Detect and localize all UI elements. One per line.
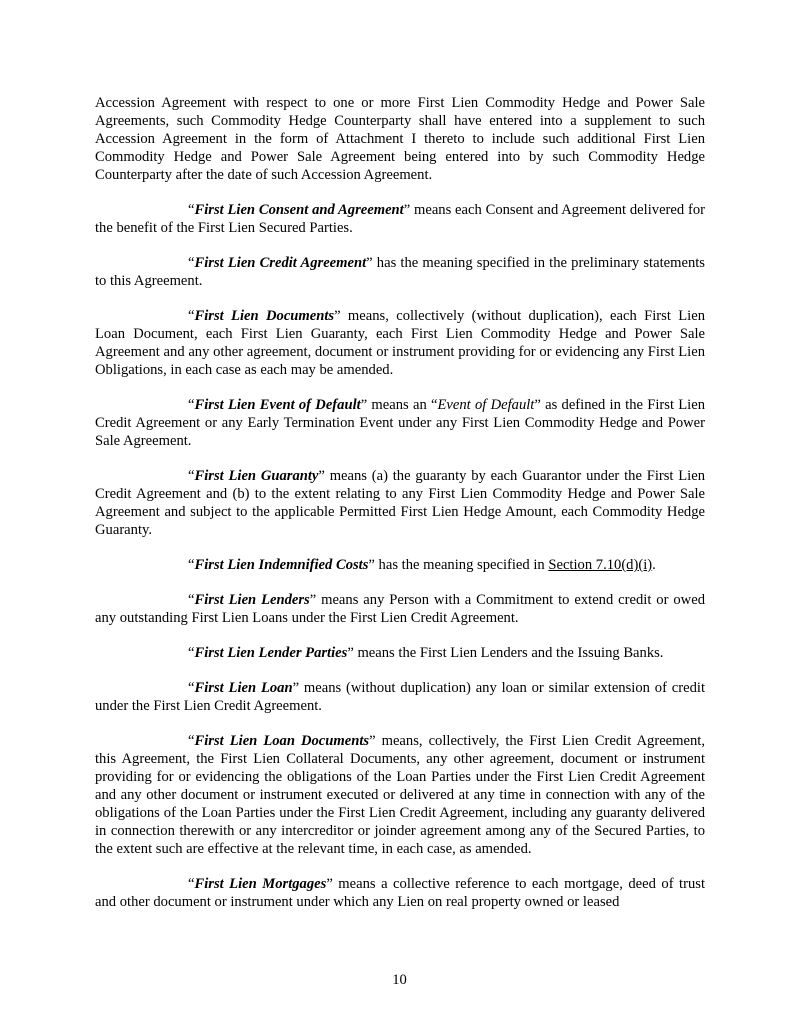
definition-first-lien-consent-and-agreement [95,201,705,237]
defined-term: First Lien Loan Documents [194,733,370,749]
open-quote: “ [188,255,195,271]
open-quote: “ [188,645,195,661]
document-body [95,94,705,928]
open-quote: “ [188,557,195,573]
definition-text: ” means the First Lien Lenders and the Issuing Banks. [347,645,664,661]
definition-text: ” has the meaning specified in the preliminary statements to this Agreement. [95,255,705,289]
defined-term: First Lien Mortgages [194,876,327,892]
open-quote: “ [188,308,195,324]
referenced-term: Event of Default [437,397,535,413]
definition-text: ” means (a) the guaranty by each Guarantor under the First Lien Credit Agreement and (b) to the extent relating to any First Lien Commodity Hedge and Power Sale Agreement and subject to the applicable Permitted First Lien Hedge Amount, each Commodity Hedge Guaranty. [95,468,706,538]
definition-text: ” means any Person with a Commitment to extend credit or owed any outstanding First Lien Loans under the First Lien Credit Agreement. [95,592,705,626]
open-quote: “ [188,733,195,749]
definition-text: ” means, collectively (without duplication), each First Lien Loan Document, each First Lien Guaranty, each First Lien Commodity Hedge and Power Sale Agreement and any other agreement, document or instrument providing for or evidencing any First Lien Obligations, in each case as each may be amended. [95,308,705,378]
definition-text: . [652,557,656,573]
defined-term: First Lien Credit Agreement [194,255,367,271]
definition-text: ” means each Consent and Agreement delivered for the benefit of the First Lien Secured Parties. [95,202,705,236]
open-quote: “ [188,592,195,608]
definition-first-lien-indemnified-costs [95,556,705,574]
definition-first-lien-mortgages [95,875,705,911]
definition-first-lien-loan-documents [95,732,705,858]
defined-term: First Lien Loan [194,680,293,696]
open-quote: “ [188,468,195,484]
open-quote: “ [188,680,195,696]
defined-term: First Lien Lenders [194,592,310,608]
open-quote: “ [188,397,195,413]
paragraph-accession-continuation [95,94,705,184]
defined-term: First Lien Event of Default [194,397,361,413]
definition-first-lien-event-of-default [95,396,705,450]
defined-term: First Lien Lender Parties [194,645,348,661]
definition-text: ” means, collectively, the First Lien Credit Agreement, this Agreement, the First Lien Collateral Documents, any other agreement, document or instrument providing for or evidencing the obligations of the Loan Parties under the First Lien Credit Agreement and any other document or instrument executed or delivered at any time in connection with any of the obligations of the Loan Parties under the First Lien Credit Agreement, including any guaranty delivered in connection therewith or any intercreditor or joinder agreement among any of the Secured Parties, to the extent such are effective at the relevant time, in each case, as amended. [95,733,705,857]
paragraph-text: Accession Agreement with respect to one or more First Lien Commodity Hedge and Power Sale Agreements, such Commodity Hedge Counterparty shall have entered into a supplement to such Accession Agreement in the form of Attachment I thereto to include such additional First Lien Commodity Hedge and Power Sale Agreement being entered into by such Commodity Hedge Counterparty after the date of such Accession Agreement. [95,95,705,183]
page-number: 10 [392,972,407,988]
definition-first-lien-credit-agreement [95,254,705,290]
open-quote: “ [188,876,195,892]
definition-text: ” means an “ [360,397,438,413]
definition-text: ” means (without duplication) any loan or similar extension of credit under the First Lien Credit Agreement. [95,680,705,714]
definition-first-lien-loan [95,679,705,715]
open-quote: “ [188,202,195,218]
definition-text: ” means a collective reference to each mortgage, deed of trust and other document or instrument under which any Lien on real property owned or leased [95,876,705,910]
definition-first-lien-lender-parties [95,644,705,662]
definition-first-lien-lenders [95,591,705,627]
defined-term: First Lien Consent and Agreement [194,202,404,218]
section-reference: Section 7.10(d)(i) [548,557,653,573]
definition-first-lien-guaranty [95,467,705,539]
defined-term: First Lien Indemnified Costs [194,557,369,573]
definition-text: ” as defined in the First Lien Credit Agreement or any Early Termination Event under any First Lien Commodity Hedge and Power Sale Agreement. [95,397,705,449]
definition-first-lien-documents [95,307,705,379]
definition-text: ” has the meaning specified in [368,557,549,573]
defined-term: First Lien Documents [194,308,335,324]
defined-term: First Lien Guaranty [194,468,319,484]
